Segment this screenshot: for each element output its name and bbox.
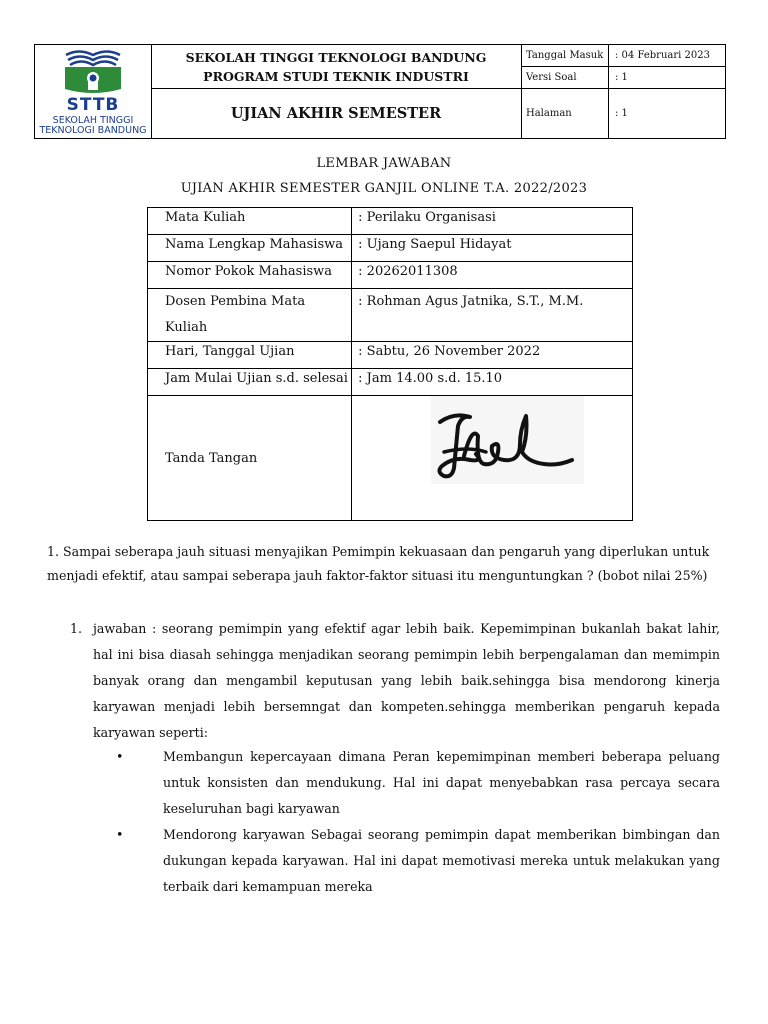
meta-label: Halaman	[521, 89, 609, 138]
exam-title: UJIAN AKHIR SEMESTER	[230, 105, 442, 122]
answer-bullets	[116, 744, 720, 900]
meta-row-page	[521, 89, 726, 138]
table-row	[148, 342, 633, 369]
meta-value: : 1	[615, 72, 628, 83]
handwritten-signature-icon	[358, 396, 608, 520]
identity-label: Jam Mulai Ujian s.d. selesai	[148, 369, 352, 396]
title-cell	[151, 45, 522, 138]
identity-value: : Sabtu, 26 November 2022	[352, 342, 633, 369]
bullet-icon: •	[116, 827, 124, 842]
list-item	[116, 744, 720, 822]
identity-label: Hari, Tanggal Ujian	[148, 342, 352, 369]
logo-abbreviation: STTB	[66, 95, 120, 115]
question-text: 1. Sampai seberapa jauh situasi menyajikan Pemimpin kekuasaan dan pengaruh yang diperlukan untuk menjadi efektif, atau sampai seberapa jauh faktor-faktor situasi itu menguntungkan ? (bobot nilai 25%)	[47, 544, 710, 583]
identity-value: : 20262011308	[352, 262, 633, 289]
answer-text: jawaban : seorang pemimpin yang efektif agar lebih baik. Kepemimpinan bukanlah bakat lahir, hal ini bisa diasah sehingga menjadikan seorang pemimpin lebih berpengalaman dan memimpin banyak orang dan mengambil keputusan yang lebih baik.sehingga bisa mendorong kinerja karyawan menjadi lebih bersemngat dan kompeten.sehingga memberikan pengaruh kepada karyawan seperti:	[93, 621, 720, 740]
identity-value: : Rohman Agus Jatnika, S.T., M.M.	[352, 289, 633, 342]
meta-value: : 1	[615, 108, 628, 119]
bullet-icon: •	[116, 749, 124, 764]
program-name: PROGRAM STUDI TEKNIK INDUSTRI	[203, 68, 469, 84]
bullet-text: Mendorong karyawan Sebagai seorang pemimpin dapat memberikan bimbingan dan dukungan kepada karyawan. Hal ini dapat memotivasi mereka untuk melakukan yang terbaik dari kemampuan mereka	[163, 827, 720, 894]
table-row	[148, 235, 633, 262]
signature-row	[148, 396, 633, 521]
meta-label: Versi Soal	[521, 67, 609, 88]
logo-name-line2: TEKNOLOGI BANDUNG	[39, 125, 147, 136]
identity-label: Nomor Pokok Mahasiswa	[148, 262, 352, 289]
meta-row-date	[521, 45, 726, 67]
logo-cell	[35, 45, 152, 138]
document-meta	[521, 45, 726, 138]
answer-number: 1.	[70, 621, 83, 636]
signature-cell	[352, 396, 633, 521]
sheet-subtitle: UJIAN AKHIR SEMESTER GANJIL ONLINE T.A. 2022/2023	[180, 181, 588, 196]
answer-block	[70, 616, 720, 746]
institution-block	[151, 45, 521, 89]
list-item	[116, 822, 720, 900]
signature-label: Tanda Tangan	[148, 396, 352, 521]
table-row	[148, 289, 633, 342]
meta-value: : 04 Februari 2023	[615, 50, 710, 61]
identity-label: Dosen Pembina Mata Kuliah	[148, 289, 352, 342]
identity-label: Mata Kuliah	[148, 208, 352, 235]
identity-value: : Jam 14.00 s.d. 15.10	[352, 369, 633, 396]
sttb-logo-icon	[35, 45, 151, 95]
document-header	[34, 44, 726, 139]
meta-label: Tanggal Masuk	[521, 45, 609, 66]
table-row	[148, 262, 633, 289]
identity-value: : Ujang Saepul Hidayat	[352, 235, 633, 262]
identity-value: : Perilaku Organisasi	[352, 208, 633, 235]
logo-name-line1: SEKOLAH TINGGI	[52, 115, 134, 126]
table-row	[148, 369, 633, 396]
bullet-text: Membangun kepercayaan dimana Peran kepemimpinan memberi beberapa peluang untuk konsisten dan mendukung. Hal ini dapat menyebabkan rasa percaya secara keseluruhan bagi karyawan	[163, 749, 720, 816]
meta-row-version	[521, 67, 726, 89]
institution-name: SEKOLAH TINGGI TEKNOLOGI BANDUNG	[185, 49, 487, 65]
table-row	[148, 208, 633, 235]
identity-table	[147, 207, 633, 521]
identity-label: Nama Lengkap Mahasiswa	[148, 235, 352, 262]
sheet-title: LEMBAR JAWABAN	[316, 156, 452, 171]
